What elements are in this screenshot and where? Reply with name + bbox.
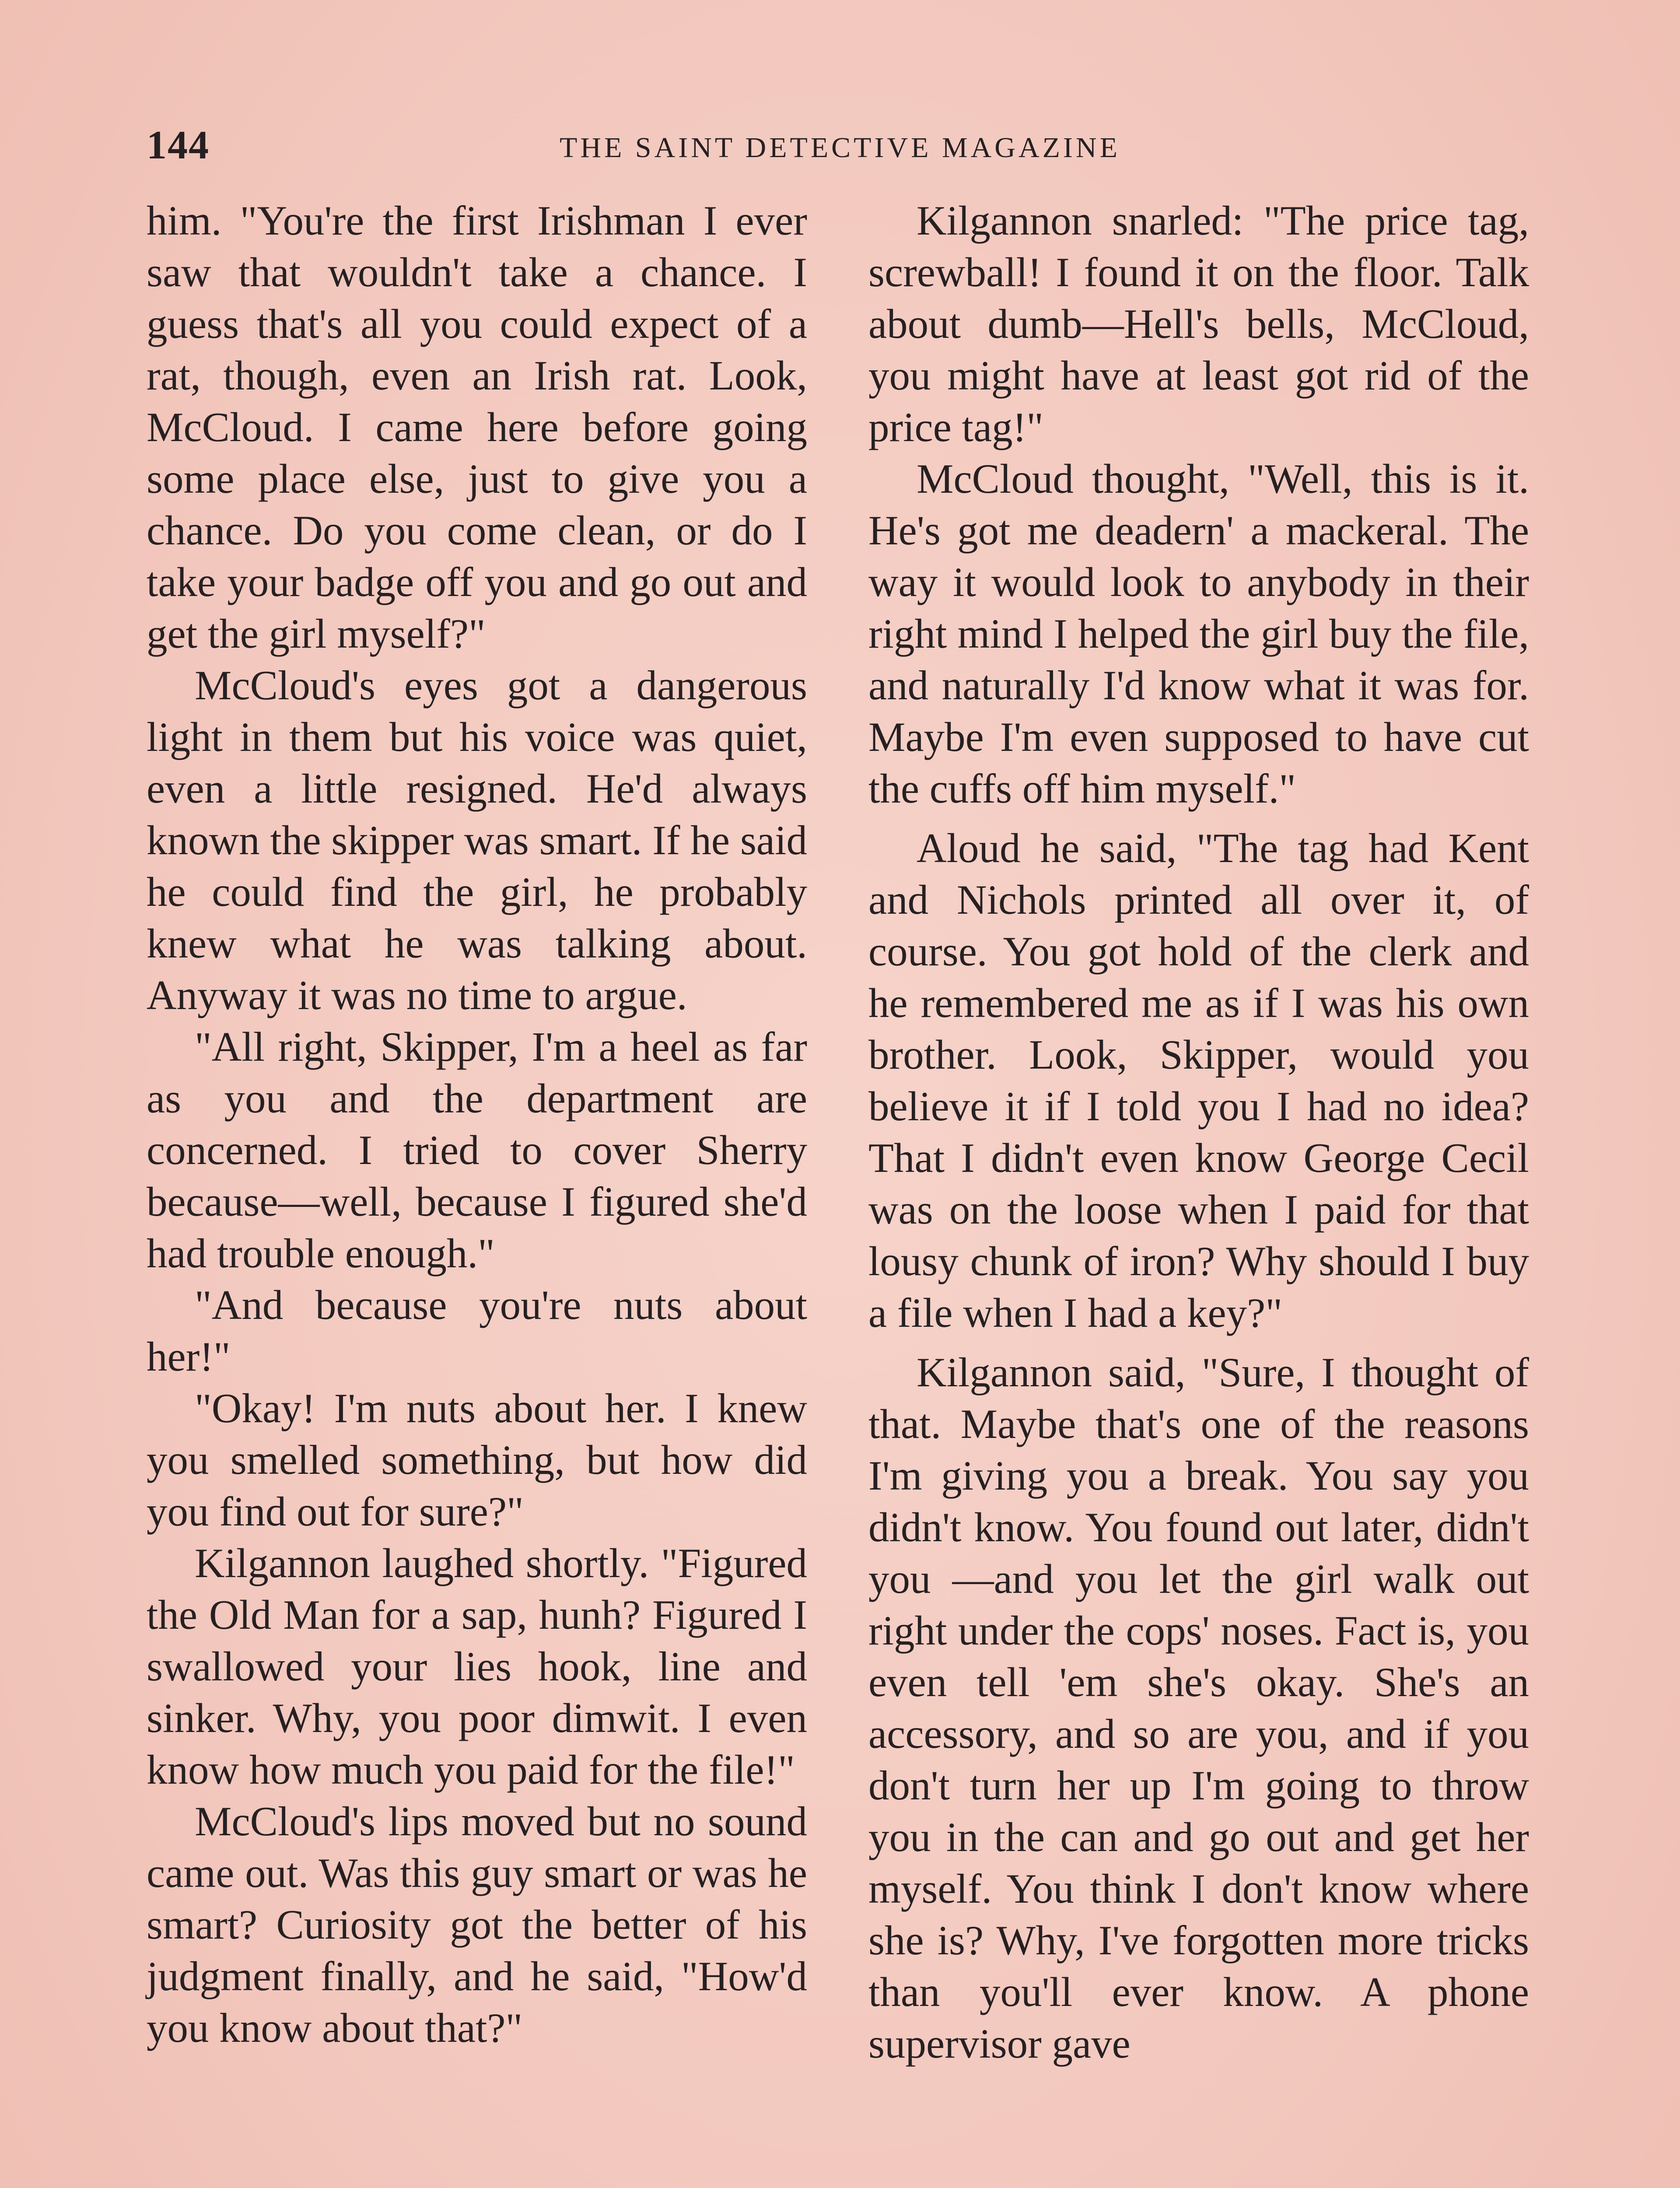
paragraph: "Okay! I'm nuts about her. I knew you smelled something, but how did you find out for sure?" [147,1385,807,1535]
right-column [868,195,1529,2069]
paragraph: "And because you're nuts about her!" [147,1282,807,1380]
paragraph: Kilgannon laughed shortly. "Figured the Old Man for a sap, hunh? Figured I swallowed your lies hook, line and sinker. Why, you poor dimwit. I even know how much you paid for the file!" [147,1540,807,1793]
paragraph: McCloud's lips moved but no sound came out. Was this guy smart or was he smart? Curiosity got the better of his judgment finally, and he said, "How'd you know about that?" [147,1798,807,2051]
paragraph: McCloud's eyes got a dangerous light in them but his voice was quiet, even a little resigned. He'd always known the skipper was smart. If he said he could find the girl, he probably knew what he was talking about. Anyway it was no time to argue. [147,662,807,1018]
page-number: 144 [147,123,210,167]
running-head: THE SAINT DETECTIVE MAGAZINE [560,132,1120,164]
paragraph: him. "You're the first Irishman I ever saw that wouldn't take a chance. I guess that's all you could expect of a rat, though, even an Irish rat. Look, McCloud. I came here before going some place else, just to give you a chance. Do you come clean, or do I take your badge off you and go out and get the girl myself?" [147,197,807,657]
paragraph: Kilgannon snarled: "The price tag, screwball! I found it on the floor. Talk about dumb—Hell's bells, McCloud, you might have at least got rid of the price tag!" [868,197,1529,450]
paragraph: Aloud he said, "The tag had Kent and Nichols printed all over it, of course. You got hold of the clerk and he remembered me as if I was his own brother. Look, Skipper, would you believe it if I told you I had no idea? That I didn't even know George Cecil was on the loose when I paid for that lousy chunk of iron? Why should I buy a file when I had a key?" [868,825,1529,1336]
left-column [147,195,807,2054]
paragraph: "All right, Skipper, I'm a heel as far as you and the department are concerned. I tried to cover Sherry because—well, because I figured she'd had trouble enough." [147,1024,807,1276]
paragraph: Kilgannon said, "Sure, I thought of that. Maybe that's one of the reasons I'm giving you a break. You say you didn't know. You found out later, didn't you —and you let the girl walk out right under the cops' noses. Fact is, you even tell 'em she's okay. She's an accessory, and so are you, and if you don't turn her up I'm going to throw you in the can and go out and get her myself. You think I don't know where she is? Why, I've forgotten more tricks than you'll ever know. A phone supervisor gave [868,1349,1529,2067]
paragraph: McCloud thought, "Well, this is it. He's got me deadern' a mackeral. The way it would look to anybody in their right mind I helped the girl buy the file, and naturally I'd know what it was for. Maybe I'm even supposed to have cut the cuffs off him myself." [868,456,1529,812]
